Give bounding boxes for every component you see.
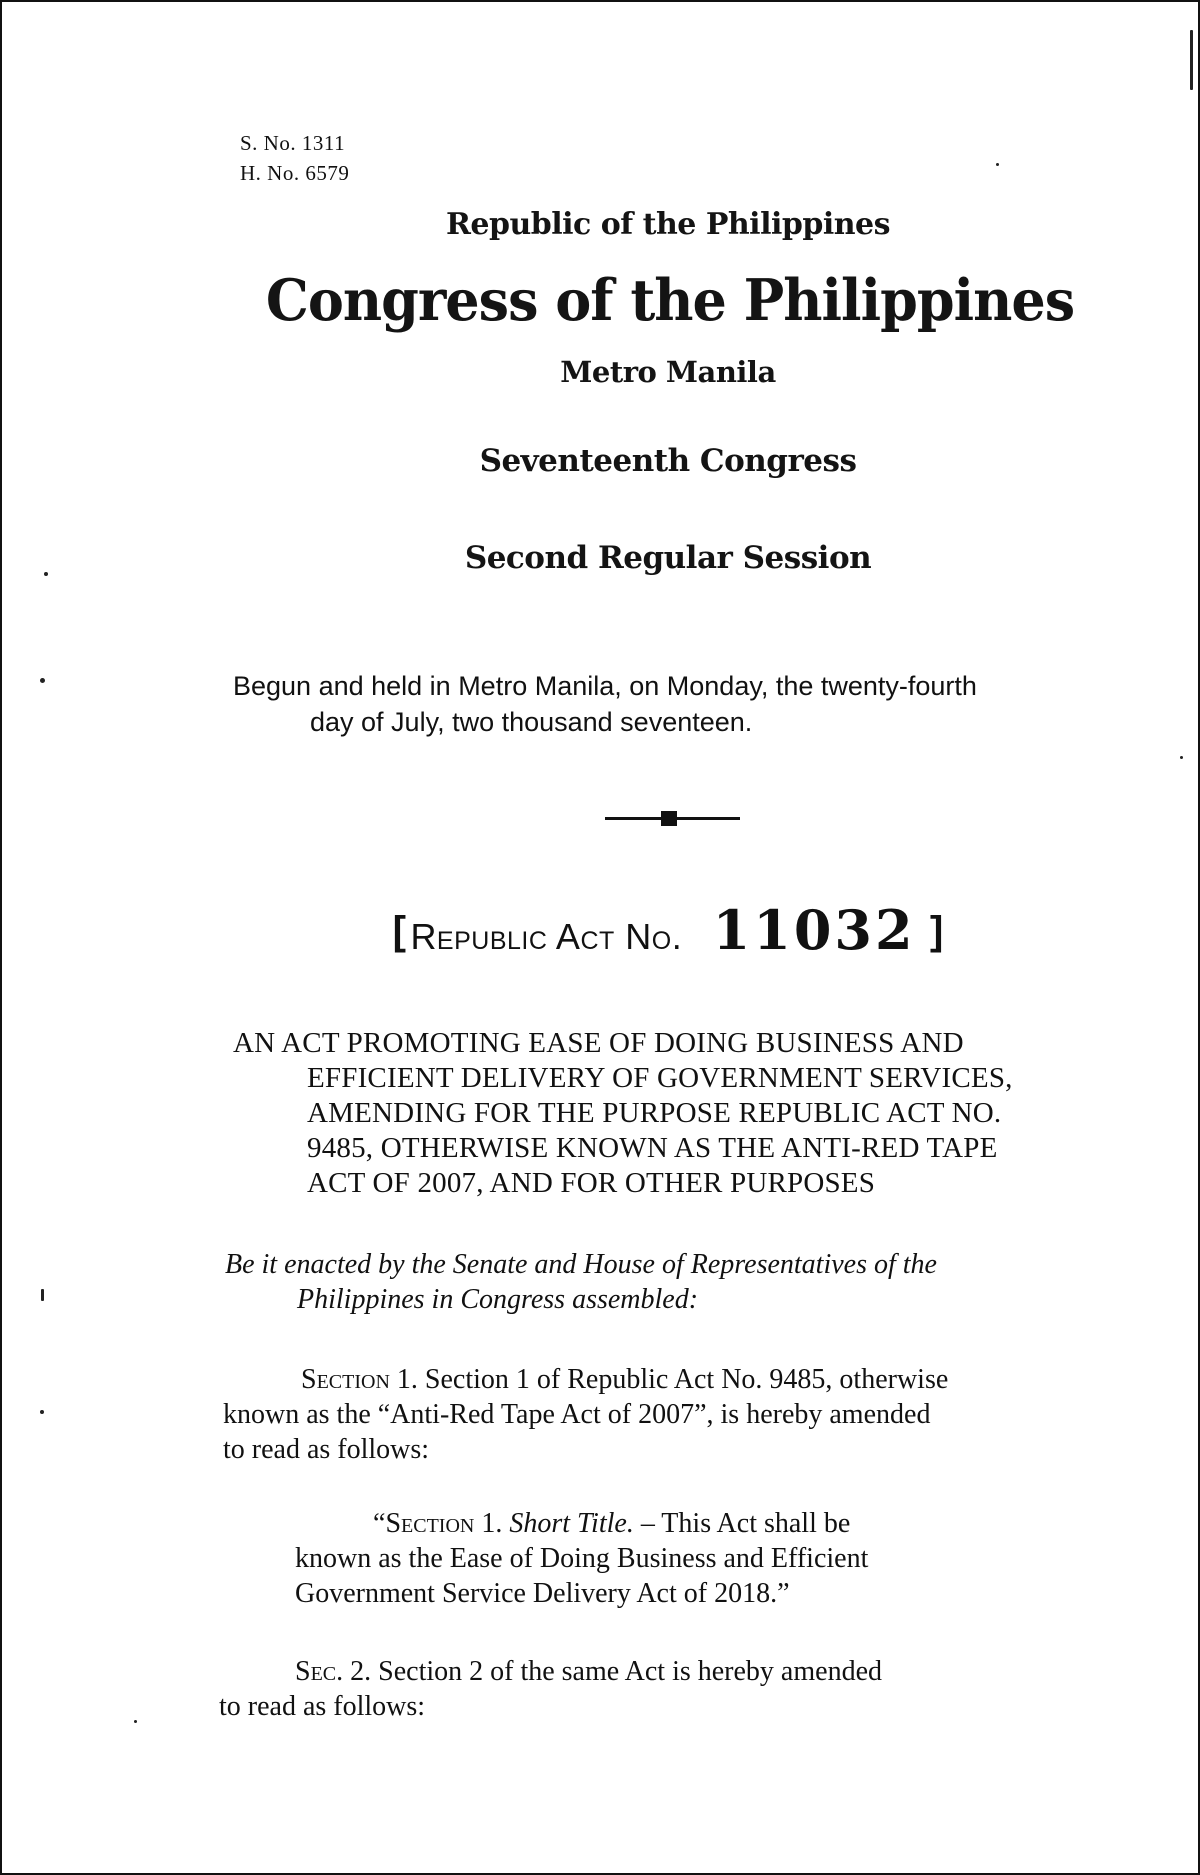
scan-speck xyxy=(1180,756,1183,759)
quote-open-mark: “ xyxy=(373,1508,386,1539)
header-location: Metro Manila xyxy=(560,355,776,389)
senate-bill-number: S. No. 1311 xyxy=(240,131,346,155)
quoted-section-label: Section xyxy=(385,1508,475,1539)
act-title xyxy=(233,1026,1113,1201)
header-republic: Republic of the Philippines xyxy=(445,207,891,242)
divider-ornament xyxy=(661,811,677,826)
scan-speck xyxy=(40,1410,44,1414)
scan-speck xyxy=(1190,30,1193,90)
act-label: Republic Act No. xyxy=(410,916,683,957)
section-1-line-1: 1. Section 1 of Republic Act No. 9485, otherwise xyxy=(389,1364,949,1395)
act-heading xyxy=(68,898,1200,962)
section-1-line-2: known as the “Anti-Red Tape Act of 2007”, is hereby amended xyxy=(223,1399,931,1430)
begun-line-1: Begun and held in Metro Manila, on Monday, the twenty-fourth xyxy=(233,671,977,701)
section-2-line-2: to read as follows: xyxy=(219,1691,426,1722)
scan-speck xyxy=(996,163,999,166)
scan-speck xyxy=(41,1289,44,1301)
title-line: EFFICIENT DELIVERY OF GOVERNMENT SERVICES, xyxy=(307,1062,1013,1094)
section-1 xyxy=(223,1362,1105,1467)
enacting-clause xyxy=(225,1247,1115,1317)
short-title-heading: Short Title. xyxy=(509,1508,634,1539)
title-line: 9485, OTHERWISE KNOWN AS THE ANTI-RED TAPE xyxy=(307,1132,998,1164)
act-number: 11032 xyxy=(712,898,916,962)
scan-speck xyxy=(40,678,45,683)
begun-statement xyxy=(233,668,1113,740)
section-1-label: Section xyxy=(301,1364,390,1395)
scan-speck xyxy=(44,572,48,576)
quoted-line-1: – This Act shall be xyxy=(633,1508,851,1539)
section-1-line-3: to read as follows: xyxy=(223,1434,430,1465)
section-2-label: Sec. xyxy=(295,1656,344,1687)
title-line: AN ACT PROMOTING EASE OF DOING BUSINESS AND xyxy=(233,1027,964,1059)
act-open-bracket: [ xyxy=(392,909,406,953)
section-2-line-1: 2. Section 2 of the same Act is hereby amended xyxy=(343,1656,882,1687)
header-congress-number: Seventeenth Congress xyxy=(479,443,857,479)
section-2 xyxy=(219,1654,1099,1724)
title-line: AMENDING FOR THE PURPOSE REPUBLIC ACT NO. xyxy=(307,1097,1002,1129)
header-congress: Congress of the Philippines xyxy=(265,266,1075,334)
quoted-line-3: Government Service Delivery Act of 2018.” xyxy=(295,1578,790,1609)
enacting-line-2: Philippines in Congress assembled: xyxy=(297,1284,699,1315)
act-close-bracket: ] xyxy=(930,909,944,953)
begun-line-2: day of July, two thousand seventeen. xyxy=(310,707,753,737)
quoted-section-1 xyxy=(295,1506,1047,1611)
house-bill-number: H. No. 6579 xyxy=(240,161,350,185)
quoted-line-2: known as the Ease of Doing Business and Efficient xyxy=(295,1543,869,1574)
quoted-section-number: 1. xyxy=(474,1508,510,1539)
header-session: Second Regular Session xyxy=(464,540,872,576)
title-line: ACT OF 2007, AND FOR OTHER PURPOSES xyxy=(307,1167,876,1199)
scan-speck xyxy=(134,1720,137,1723)
enacting-line-1: Be it enacted by the Senate and House of Representatives of the xyxy=(225,1249,937,1280)
